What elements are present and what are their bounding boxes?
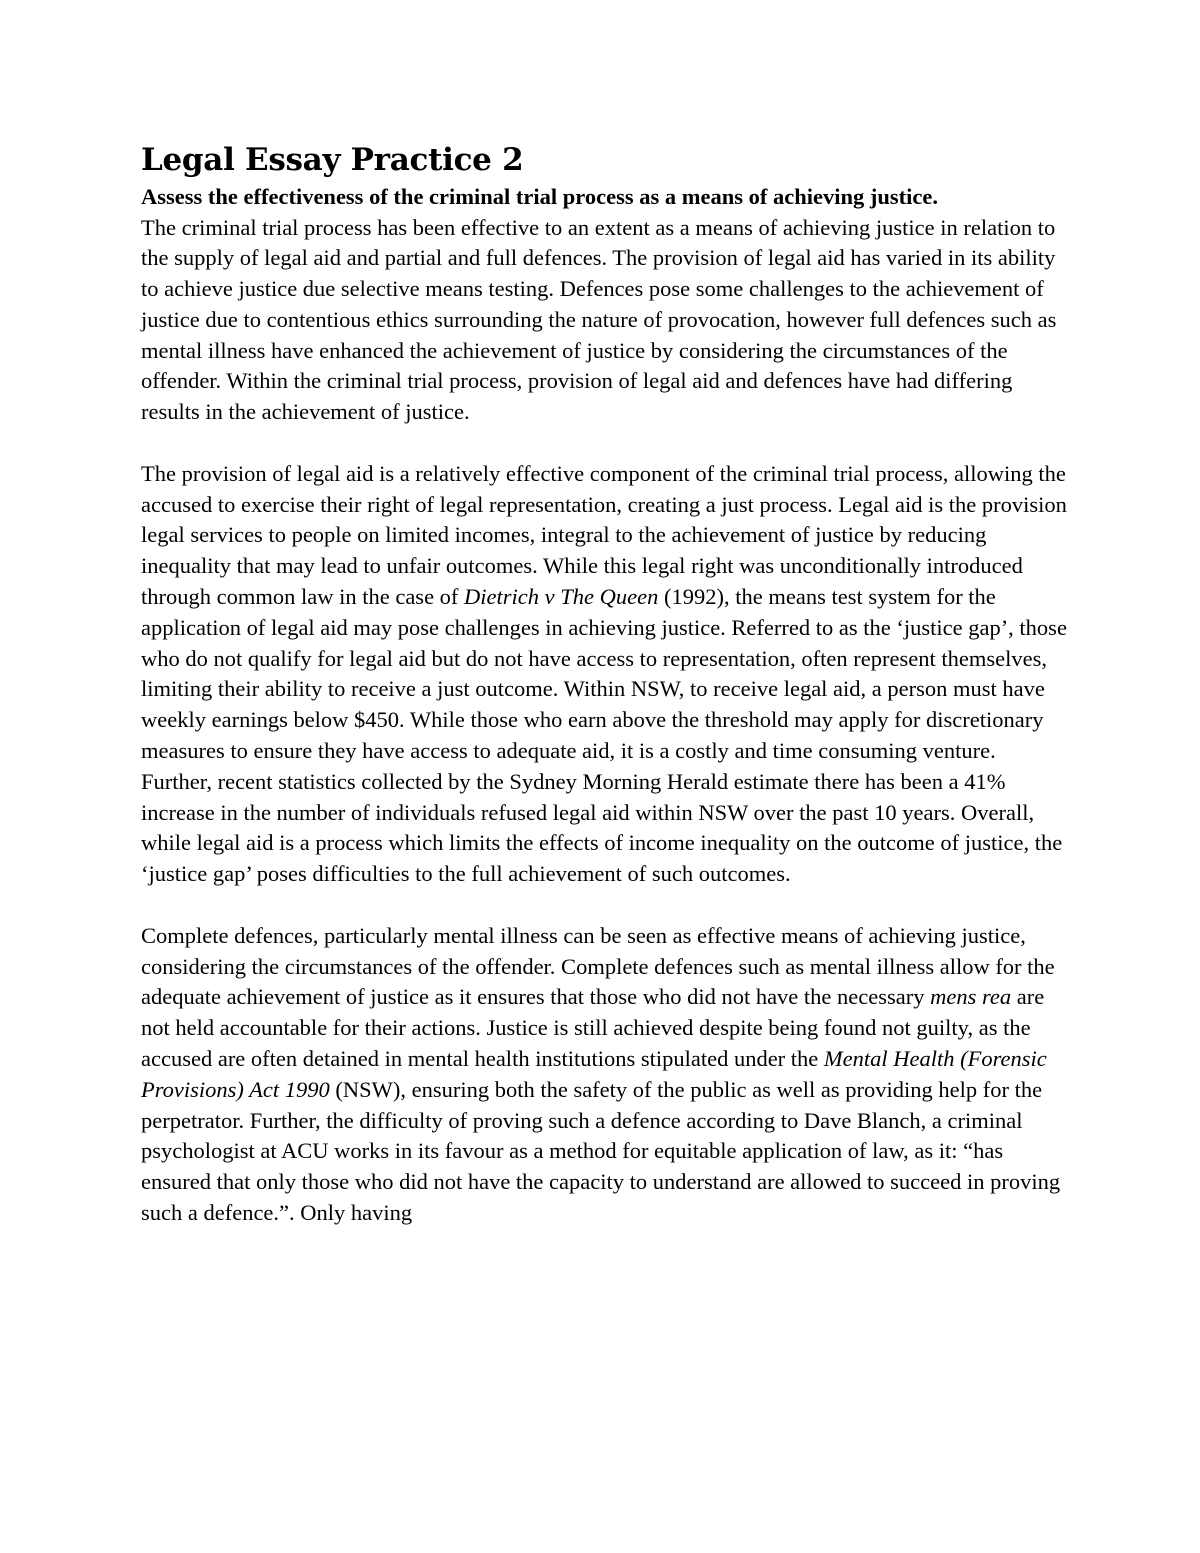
- paragraph-introduction: [141, 213, 1071, 429]
- paragraph-text: (1992), the means test system for the application of legal aid may pose challenges in achieving justice. Referred to as the ‘justice gap’, those who do not qualify for legal aid but do not have access to representation, often represent themselves, limiting their ability to receive a just outcome. Within NSW, to receive legal aid, a person must have weekly earnings below $450. While those who earn above the threshold may apply for discretionary measures to ensure they have access to adequate aid, it is a costly and time consuming venture. Further, recent statistics collected by the Sydney Morning Herald estimate there has been a 41% increase in the number of individuals refused legal aid within NSW over the past 10 years. Overall, while legal aid is a process which limits the effects of income inequality on the outcome of justice, the ‘justice gap’ poses difficulties to the full achievement of such outcomes.: [141, 584, 1067, 887]
- paragraph-text: The criminal trial process has been effective to an extent as a means of achieving justice in relation to the supply of legal aid and partial and full defences. The provision of legal aid has varied in its ability to achieve justice due selective means testing. Defences pose some challenges to the achievement of justice due to contentious ethics surrounding the nature of provocation, however full defences such as mental illness have enhanced the achievement of justice by considering the circumstances of the offender. Within the criminal trial process, provision of legal aid and defences have had differing results in the achievement of justice.: [141, 214, 1057, 425]
- document-page: [141, 138, 1071, 1260]
- paragraph-defences: [141, 921, 1071, 1229]
- paragraph-text: are not held accountable for their actions. Justice is still achieved despite being found not guilty, as the accused are often detained in mental health institutions stipulated under the: [141, 984, 1045, 1072]
- paragraph-text: The provision of legal aid is a relatively effective component of the criminal trial process, allowing the accused to exercise their right of legal representation, creating a just process. Legal aid is the provision legal services to people on limited incomes, integral to the achievement of justice by reducing inequality that may lead to unfair outcomes. While this legal right was unconditionally introduced through common law in the case of: [141, 460, 1067, 610]
- case-name: Dietrich v The Queen: [464, 584, 659, 610]
- paragraph-legal-aid: [141, 459, 1071, 890]
- paragraph-text: (NSW), ensuring both the safety of the public as well as providing help for the perpetrator. Further, the difficulty of proving such a defence according to Dave Blanch, a criminal psychologist at ACU works in its favour as a method for equitable application of law, as it: “has ensured that only those who did not have the capacity to understand are allowed to succeed in proving such a defence.”. Only having: [141, 1076, 1061, 1225]
- essay-question: Assess the effectiveness of the criminal trial process as a means of achieving justice.: [141, 184, 938, 209]
- legislation-name: Mental Health (Forensic Provisions) Act 1990: [141, 1046, 1047, 1102]
- paragraph-text: Complete defences, particularly mental illness can be seen as effective means of achieving justice, considering the circumstances of the offender. Complete defences such as mental illness allow for the adequate achievement of justice as it ensures that those who did not have the necessary: [141, 922, 1055, 1010]
- legal-term: mens rea: [930, 984, 1012, 1010]
- document-title: Legal Essay Practice 2: [141, 142, 524, 178]
